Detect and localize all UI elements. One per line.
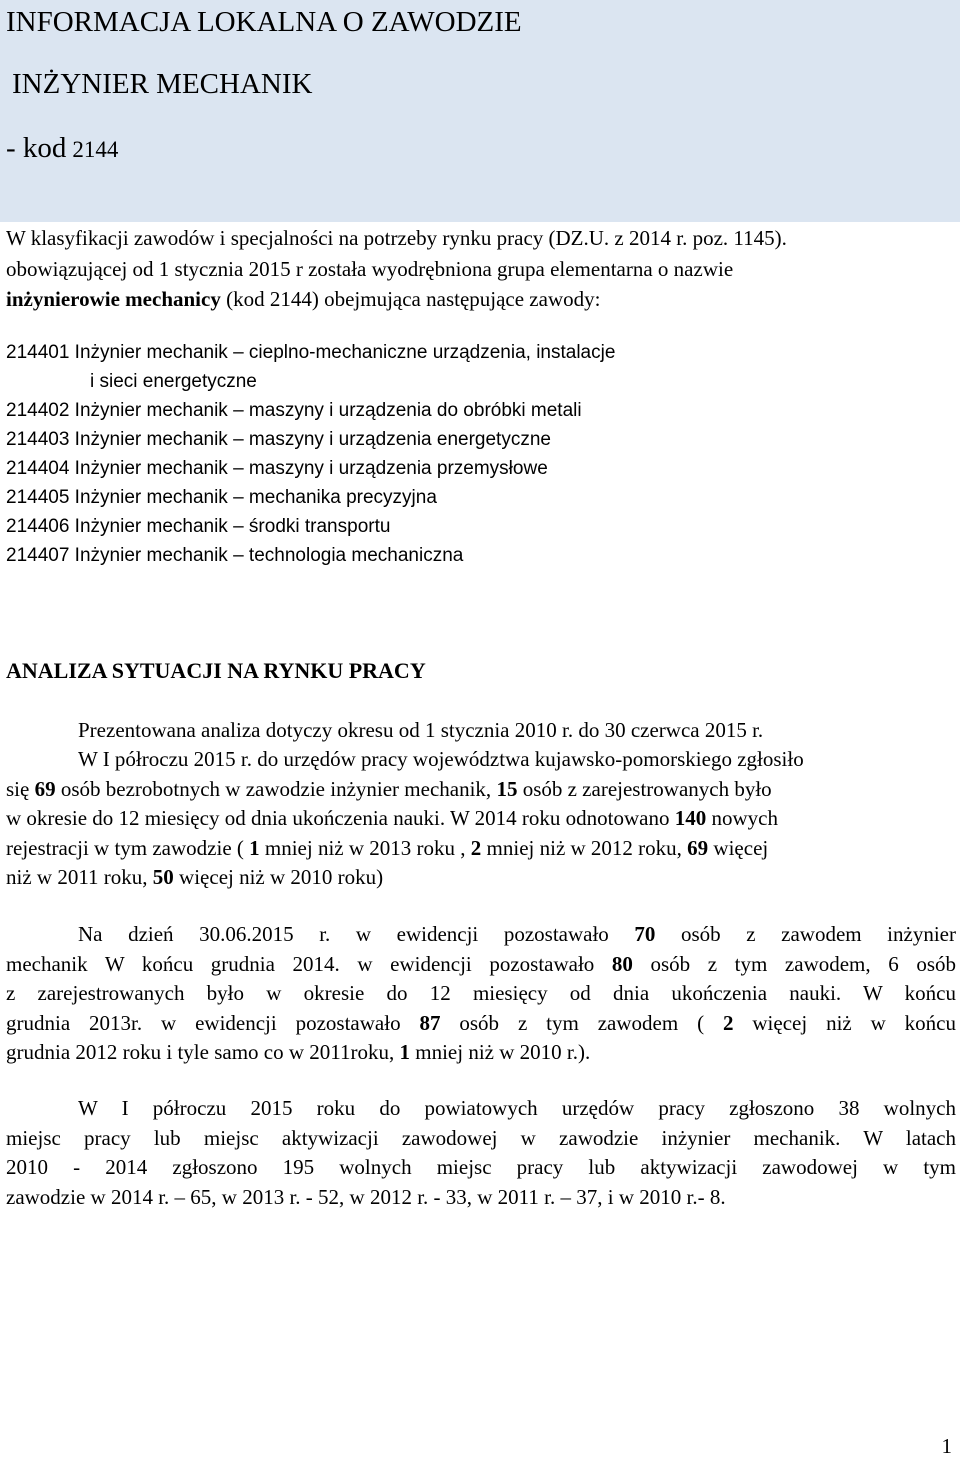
list-item: 214402 Inżynier mechanik – maszyny i urządzenia do obróbki metali (6, 400, 582, 421)
group-name: inżynierowie mechanicy (6, 287, 221, 311)
list-item: 214407 Inżynier mechanik – technologia mechaniczna (6, 545, 464, 566)
paragraph-registry: Na dzień 30.06.2015 r. w ewidencji pozostawało 70 osób z zawodem inżynier mechanik W końcu grudnia 2014. w ewidencji pozostawało 80 osób z tym zawodem, 6 osób z zarejestrowanych było w okresie do 12 miesięcy od dnia ukończenia nauki. W końcu grudnia 2013r. w ewidencji pozostawało 87 osób z tym zawodem ( 2 więcej niż w końcu grudnia 2012 roku i tyle samo co w 2011roku, 1 mniej niż w 2010 r.). (6, 922, 957, 1064)
analysis-period: Prezentowana analiza dotyczy okresu od 1 stycznia 2010 r. do 30 czerwca 2015 r. (78, 718, 764, 742)
code-value: 2144 (72, 137, 119, 162)
section-title: ANALIZA SYTUACJI NA RYNKU PRACY (6, 658, 426, 683)
paragraph-vacancies: W I półroczu 2015 roku do powiatowych urzędów pracy zgłoszono 38 wolnych miejsc pracy lub miejsc aktywizacji zawodowej w zawodzie inżynier mechanik. W latach 2010 - 2014 zgłoszono 195 wolnych miejsc pracy lub aktywizacji zawodowej w tym zawodzie w 2014 r. – 65, w 2013 r. - 52, w 2012 r. - 33, w 2011 r. – 37, i w 2010 r.- 8. (6, 1096, 956, 1209)
list-item: 214401 Inżynier mechanik – cieplno-mechaniczne urządzenia, instalacje (6, 342, 616, 363)
occupation-code (6, 130, 118, 168)
list-item: i sieci energetyczne (90, 371, 257, 392)
list-item: 214406 Inżynier mechanik – środki transportu (6, 516, 391, 537)
occupation-name: INŻYNIER MECHANIK (12, 68, 313, 100)
list-item: 214404 Inżynier mechanik – maszyny i urządzenia przemysłowe (6, 458, 548, 479)
occupation-list (6, 338, 946, 570)
document-title: INFORMACJA LOKALNA O ZAWODZIE (6, 6, 522, 38)
page-number: 1 (941, 1434, 952, 1458)
list-item: 214405 Inżynier mechanik – mechanika precyzyjna (6, 487, 437, 508)
intro-line-3: inżynierowie mechanicy (kod 2144) obejmująca następujące zawody: (6, 287, 601, 311)
list-item: 214403 Inżynier mechanik – maszyny i urządzenia energetyczne (6, 429, 551, 450)
intro-line-1: W klasyfikacji zawodów i specjalności na potrzeby rynku pracy (DZ.U. z 2014 r. poz. 1145). (6, 226, 787, 250)
intro-line-2: obowiązującej od 1 stycznia 2015 r została wyodrębniona grupa elementarna o nazwie (6, 257, 734, 281)
paragraph-registrations: W I półroczu 2015 r. do urzędów pracy województwa kujawsko-pomorskiego zgłosiło się 69 osób bezrobotnych w zawodzie inżynier mechanik, 15 osób z zarejestrowanych było w okresie do 12 miesięcy od dnia ukończenia nauki. W 2014 roku odnotowano 140 nowych rejestracji w tym zawodzie ( 1 mniej niż w 2013 roku , 2 mniej niż w 2012 roku, 69 więcej niż w 2011 roku, 50 więcej niż w 2010 roku) (6, 747, 804, 889)
code-prefix: - kod (6, 132, 67, 164)
